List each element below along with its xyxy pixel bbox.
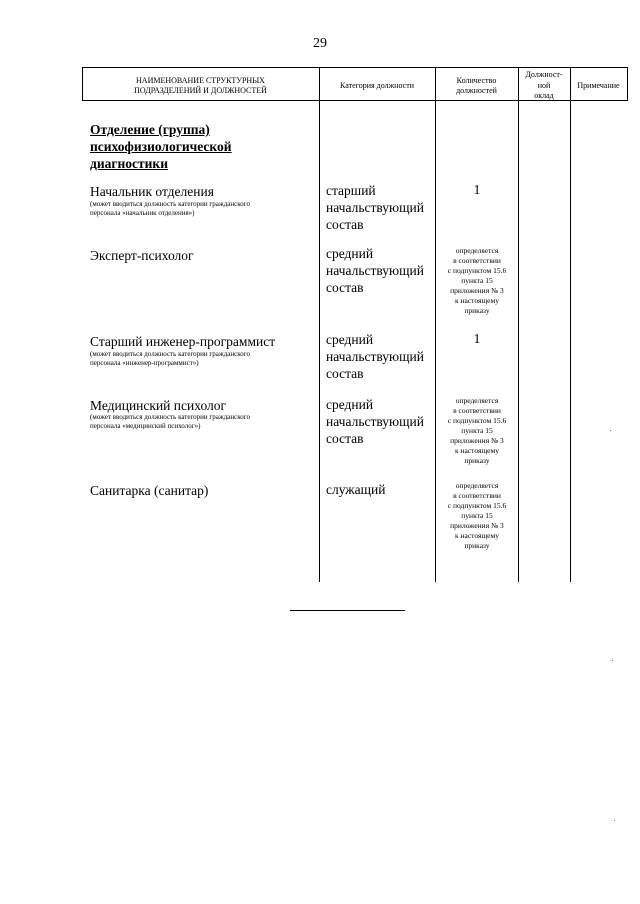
- scan-speck: [610, 430, 611, 431]
- row-2-position-name: Эксперт-психолог: [90, 248, 194, 263]
- row-3-quantity: 1: [473, 331, 481, 346]
- row-2-category: средний начальствующий состав: [326, 246, 424, 295]
- row-2-quantity: определяется в соответствии с подпунктом 15.6 пункта 15 приложения № 3 к настоящему приказу: [447, 246, 507, 315]
- page-number: 29: [313, 36, 327, 51]
- row-3-category: средний начальствующий состав: [326, 332, 424, 381]
- row-1-category: старший начальствующий состав: [326, 183, 424, 232]
- header-quantity: Количество должностей: [456, 76, 497, 95]
- row-4-category: средний начальствующий состав: [326, 397, 424, 446]
- row-3-note: (может вводиться должность категории гражданского персонала «инженер-программист»): [90, 350, 250, 367]
- scan-speck: [612, 660, 613, 661]
- row-5-quantity: определяется в соответствии с подпунктом 15.6 пункта 15 приложения № 3 к настоящему приказу: [447, 481, 507, 550]
- scan-speck: [614, 820, 615, 821]
- header-name: НАИМЕНОВАНИЕ СТРУКТУРНЫХ ПОДРАЗДЕЛЕНИЙ И ДОЛЖНОСТЕЙ: [134, 76, 267, 95]
- section-title: Отделение (группа) психофизиологической диагностики: [90, 122, 232, 171]
- row-4-quantity: определяется в соответствии с подпунктом 15.6 пункта 15 приложения № 3 к настоящему приказу: [447, 396, 507, 465]
- row-3-position-name: Старший инженер-программист: [90, 334, 276, 349]
- row-4-position-name: Медицинский психолог: [90, 398, 227, 413]
- row-5-category: служащий: [326, 482, 386, 497]
- row-5-position-name: Санитарка (санитар): [90, 483, 209, 498]
- end-divider-line: [290, 610, 405, 611]
- row-4-note: (может вводиться должность категории гражданского персонала «медицинский психолог»): [90, 413, 250, 430]
- header-category: Категория должности: [340, 81, 414, 90]
- header-salary: Должност- ной оклад: [525, 70, 563, 100]
- header-remark: Примечание: [577, 81, 620, 90]
- row-1-note: (может вводиться должность категории гражданского персонала «начальник отделения»): [90, 200, 250, 217]
- row-1-quantity: 1: [473, 182, 481, 197]
- row-1-position-name: Начальник отделения: [90, 184, 214, 199]
